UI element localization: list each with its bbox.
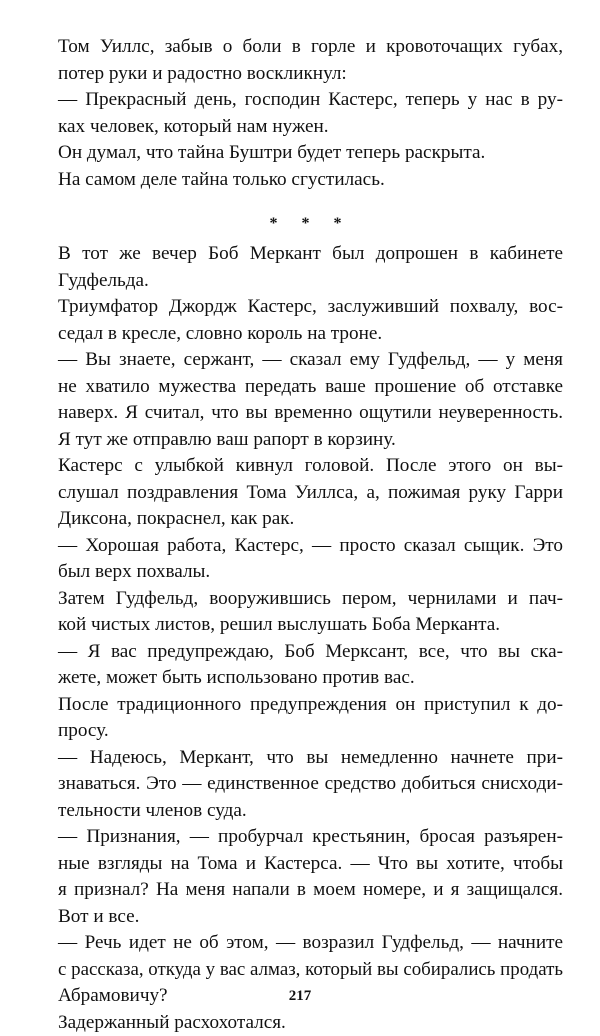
text-line: я признал? На меня напали в моем номере, и я защищался. xyxy=(58,877,563,904)
text-section-after-break xyxy=(58,241,563,1036)
text-line: Я тут же отправлю ваш рапорт в корзину. xyxy=(58,427,563,454)
text-line: Диксона, покраснел, как рак. xyxy=(58,506,563,533)
text-line: В тот же вечер Боб Меркант был допрошен в кабинете xyxy=(58,241,563,268)
text-line: Кастерс с улыбкой кивнул головой. После этого он вы- xyxy=(58,453,563,480)
text-section-before-break xyxy=(58,34,563,193)
text-line: ные взгляды на Тома и Кастерса. — Что вы хотите, чтобы xyxy=(58,851,563,878)
section-break: * * * xyxy=(58,211,563,237)
text-line: слушал поздравления Тома Уиллса, а, пожимая руку Гарри xyxy=(58,480,563,507)
text-line: седал в кресле, словно король на троне. xyxy=(58,321,563,348)
text-line: знаваться. Это — единственное средство добиться снисходи- xyxy=(58,771,563,798)
text-line: жете, может быть использовано против вас. xyxy=(58,665,563,692)
text-line: — Речь идет не об этом, — возразил Гудфельд, — начните xyxy=(58,930,563,957)
text-line: — Надеюсь, Меркант, что вы немедленно начнете при- xyxy=(58,745,563,772)
text-line: На самом деле тайна только сгустилась. xyxy=(58,167,563,194)
text-line: — Признания, — пробурчал крестьянин, бросая разъярен- xyxy=(58,824,563,851)
text-line: с рассказа, откуда у вас алмаз, который вы собирались продать xyxy=(58,957,563,984)
text-line: тельности членов суда. xyxy=(58,798,563,825)
text-line: Гудфельда. xyxy=(58,268,563,295)
text-line: — Я вас предупреждаю, Боб Мерксант, все, что вы ска- xyxy=(58,639,563,666)
text-line: был верх похвалы. xyxy=(58,559,563,586)
text-line: Том Уиллс, забыв о боли в горле и кровоточащих губах, xyxy=(58,34,563,61)
text-line: — Прекрасный день, господин Кастерс, теперь у нас в ру- xyxy=(58,87,563,114)
body-text xyxy=(58,34,563,1036)
text-line: ках человек, который нам нужен. xyxy=(58,114,563,141)
text-line: — Хорошая работа, Кастерс, — просто сказал сыщик. Это xyxy=(58,533,563,560)
text-line: Триумфатор Джордж Кастерс, заслуживший похвалу, вос- xyxy=(58,294,563,321)
text-line: не хватило мужества передать ваше прошение об отставке xyxy=(58,374,563,401)
text-line: Абрамовичу? xyxy=(58,983,563,1010)
text-line: наверх. Я считал, что вы временно ощутили неуверенность. xyxy=(58,400,563,427)
text-line: Вот и все. xyxy=(58,904,563,931)
text-line: кой чистых листов, решил выслушать Боба Мерканта. xyxy=(58,612,563,639)
text-line: — Вы знаете, сержант, — сказал ему Гудфельд, — у меня xyxy=(58,347,563,374)
text-line: Затем Гудфельд, вооружившись пером, чернилами и пач- xyxy=(58,586,563,613)
text-line: Он думал, что тайна Буштри будет теперь раскрыта. xyxy=(58,140,563,167)
page-number: 217 xyxy=(0,988,600,1005)
text-line: просу. xyxy=(58,718,563,745)
text-line: потер руки и радостно воскликнул: xyxy=(58,61,563,88)
text-line: Задержанный расхохотался. xyxy=(58,1010,563,1036)
text-line: После традиционного предупреждения он приступил к до- xyxy=(58,692,563,719)
